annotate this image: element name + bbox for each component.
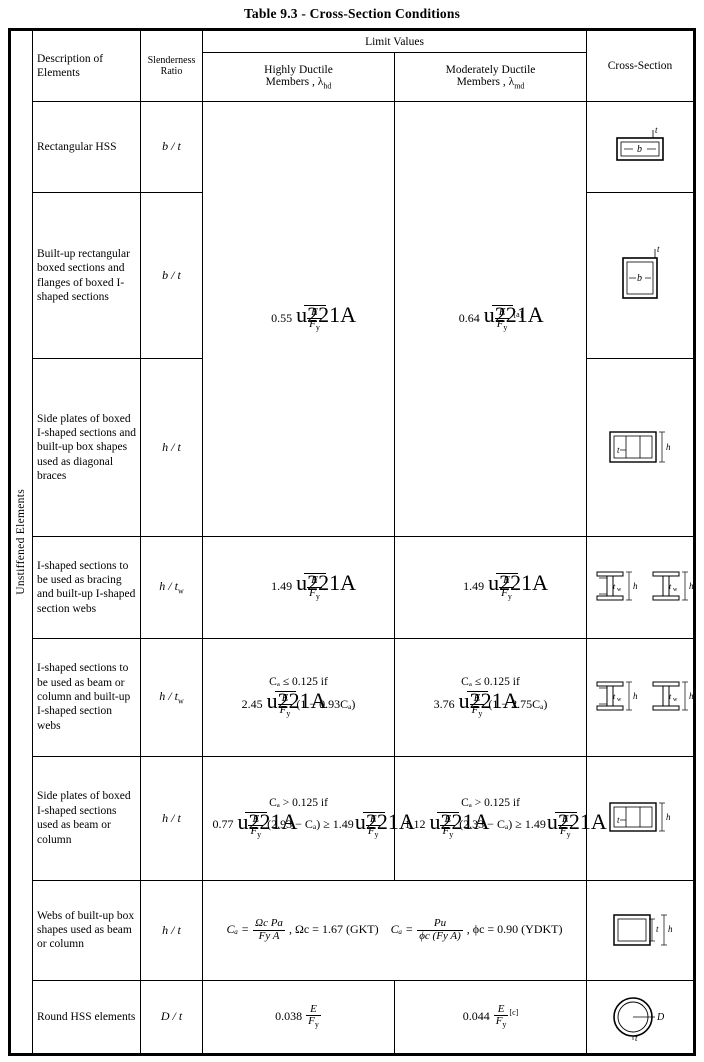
cross-section-round-hss (587, 980, 694, 1053)
svg-text:w: w (673, 697, 678, 704)
boxed-i-shape-icon (600, 420, 680, 476)
md-coefficient: 0.64 (458, 310, 480, 325)
ca-asd-fraction (253, 918, 285, 942)
hd-sub-text: Members , λ (265, 75, 324, 88)
row-slenderness: D / t (141, 980, 203, 1053)
row-description: Side plates of boxed I-shaped sections used as beam or column (33, 756, 141, 880)
side-label: Unstiffened Elements (15, 489, 27, 595)
sqrt-icon (355, 812, 385, 840)
table-row (11, 880, 694, 980)
header-cross-section: Cross-Section (587, 31, 694, 102)
row-description: I-shaped sections to be used as bracing and built-up I-shaped section webs (33, 536, 141, 638)
ca-asd-prefix: Cₐ = (226, 922, 250, 937)
sqrt-denominator: $F_y$ (442, 825, 454, 840)
svg-text:h: h (666, 441, 671, 452)
limit-highly-ductile-row8 (203, 980, 395, 1053)
ca-asd-tail: , Ωc = 1.67 (GKT) (288, 922, 379, 937)
ca-asd-numerator: Ωc Pa (255, 917, 283, 930)
row-slenderness: h / $t_w$ (141, 638, 203, 756)
row-slenderness: h / t (141, 359, 203, 537)
limit-highly-ductile-row6 (203, 756, 395, 880)
header-highly-ductile-line2 (207, 76, 390, 90)
condition-ca-gt: Cₐ > 0.125 if (269, 796, 328, 809)
header-limit-values: Limit Values (203, 31, 587, 53)
sqrt-icon (296, 573, 326, 601)
md-subscript: md (514, 81, 525, 91)
boxed-i-shape-icon (600, 793, 680, 843)
svg-text:b: b (637, 272, 642, 284)
sqrt-icon (237, 812, 267, 840)
svg-text:w: w (617, 587, 622, 594)
md-coefficient: 1.49 (463, 579, 485, 594)
md-mid: (2.33 − Cₐ) ≥ 1.49 (459, 817, 546, 832)
sqrt-numerator: u221A E (307, 307, 322, 320)
header-moderately-ductile-line1: Moderately Ductile (445, 63, 536, 76)
header-moderately-ductile-line2 (399, 76, 582, 90)
ca-lrfd-denominator: ϕc (Fy A) (419, 929, 461, 942)
numerator: E (494, 1004, 509, 1017)
equation-hd-row8 (275, 1002, 322, 1030)
condition-ca-le: Cₐ ≤ 0.125 if (269, 675, 328, 688)
header-slenderness: Slenderness Ratio (141, 31, 203, 102)
table-row (11, 102, 694, 193)
table-row (11, 536, 694, 638)
limit-ca-definitions (203, 880, 587, 980)
row-slenderness: b / t (141, 102, 203, 193)
sqrt-denominator: $F_y$ (250, 825, 262, 840)
limit-moderately-ductile-row6 (395, 756, 587, 880)
sqrt-numerator: u221A E (278, 693, 293, 706)
row-slenderness: h / t (141, 756, 203, 880)
numerator: E (306, 1004, 321, 1017)
box-web-icon (604, 905, 676, 955)
header-highly-ductile (203, 53, 395, 102)
svg-text:h: h (689, 691, 694, 702)
table-row (11, 756, 694, 880)
cross-section-boxed-tall (587, 192, 694, 358)
ca-lrfd-fraction (417, 918, 463, 942)
hd-coefficient: 0.55 (271, 310, 293, 325)
sqrt-icon (488, 573, 518, 601)
table-row (11, 638, 694, 756)
sqrt-icon (429, 812, 459, 840)
sqrt-icon (484, 305, 514, 333)
sqrt-numerator: u221A E (440, 814, 455, 827)
limit-moderately-ductile-row5 (395, 638, 587, 756)
cross-section-boxed-i (587, 359, 694, 537)
equation-md-group1 (458, 305, 523, 333)
table (10, 30, 694, 1054)
limit-moderately-ductile-row8 (395, 980, 587, 1053)
sqrt-icon (296, 305, 326, 333)
row-description: Webs of built-up box shapes used as beam or column (33, 880, 141, 980)
svg-text:t: t (613, 582, 616, 592)
equation-md-row6 (404, 812, 576, 840)
e-over-fy-fraction (494, 1004, 509, 1030)
svg-text:t: t (655, 124, 658, 135)
sqrt-denominator: $F_y$ (559, 825, 571, 840)
denominator: $F_y$ (308, 1015, 319, 1030)
hd-coefficient: 2.45 (241, 696, 263, 711)
cross-section-i-pair-1 (587, 536, 694, 638)
sqrt-denominator: $F_y$ (471, 704, 483, 719)
round-hss-icon (605, 992, 675, 1042)
row-description: I-shaped sections to be used as beam or column and built-up I-shaped section webs (33, 638, 141, 756)
table-row (11, 980, 694, 1053)
sqrt-icon (267, 691, 297, 719)
sqrt-numerator: u221A E (558, 814, 573, 827)
limit-highly-ductile-row4 (203, 536, 395, 638)
sqrt-numerator: u221A E (495, 307, 510, 320)
side-label-cell (11, 31, 33, 1054)
footnote-marker: [a] (513, 309, 523, 319)
ca-lrfd-prefix: Cₐ = (390, 922, 414, 937)
svg-text:t: t (669, 692, 672, 702)
limit-moderately-ductile-row4 (395, 536, 587, 638)
svg-text:t: t (617, 815, 620, 826)
equation-md-row4 (463, 574, 518, 602)
row-slenderness: h / t (141, 880, 203, 980)
svg-text:t: t (635, 1032, 638, 1042)
page-title: Table 9.3 - Cross-Section Conditions (243, 6, 461, 21)
sqrt-denominator: $F_y$ (501, 586, 512, 602)
ca-lrfd-numerator: Pu (417, 918, 463, 931)
svg-text:t: t (669, 582, 672, 592)
md-tail: (1 − 2.75Cₐ) (488, 696, 548, 711)
sqrt-numerator: u221A E (248, 814, 263, 827)
row-description: Built-up rectangular boxed sections and flanges of boxed I-shaped sections (33, 192, 141, 358)
rect-hss-icon (607, 124, 673, 170)
sqrt-numerator: u221A E (499, 575, 514, 588)
sqrt-denominator: $F_y$ (309, 318, 320, 333)
cross-section-conditions-table (8, 28, 696, 1056)
condition-ca-le: Cₐ ≤ 0.125 if (461, 675, 520, 688)
md-sub-text: Members , λ (456, 75, 515, 88)
footnote-marker: [c] (509, 1007, 519, 1017)
equation-ca-asd (226, 917, 382, 942)
limit-moderately-ductile-group1 (395, 102, 587, 537)
denominator: $F_y$ (495, 1015, 507, 1030)
sqrt-denominator: $F_y$ (496, 318, 508, 333)
ca-asd-denominator: Fy A (258, 929, 280, 942)
md-coefficient: 0.044 (462, 1008, 490, 1023)
hd-subscript: hd (323, 81, 332, 91)
table-header-row-1 (11, 31, 694, 53)
row-description: Round HSS elements (33, 980, 141, 1053)
i-shape-pair-icon (591, 562, 699, 612)
equation-hd-group1 (271, 305, 326, 333)
svg-text:h: h (668, 924, 673, 935)
cross-section-box-web (587, 880, 694, 980)
hd-coefficient: 1.49 (271, 579, 293, 594)
svg-text:h: h (666, 812, 671, 823)
row-slenderness: b / t (141, 192, 203, 358)
ca-lrfd-tail: , ϕc = 0.90 (YDKT) (466, 922, 563, 937)
e-over-fy-fraction (306, 1004, 321, 1030)
equation-md-row5 (433, 691, 548, 719)
header-description: Description of Elements (33, 31, 141, 102)
equation-hd-row6 (212, 812, 384, 840)
row-description: Side plates of boxed I-shaped sections and built-up box shapes used as diagonal braces (33, 359, 141, 537)
hd-coefficient: 0.038 (275, 1008, 303, 1023)
svg-text:D: D (657, 1011, 665, 1023)
sqrt-numerator: u221A E (307, 575, 322, 588)
equation-md-row8 (462, 1002, 519, 1030)
limit-highly-ductile-group1 (203, 102, 395, 537)
hd-mid: (2.93 − Cₐ) ≥ 1.49 (267, 817, 354, 832)
svg-text:t: t (656, 924, 659, 935)
sqrt-denominator: $F_y$ (367, 825, 379, 840)
sqrt-denominator: $F_y$ (279, 704, 291, 719)
svg-text:t: t (657, 243, 660, 254)
md-coefficient: 3.76 (433, 696, 455, 711)
cross-section-i-pair-2 (587, 638, 694, 756)
sqrt-icon (459, 691, 489, 719)
limit-highly-ductile-row5 (203, 638, 395, 756)
md-coefficient: 1.12 (404, 817, 426, 832)
svg-text:w: w (617, 697, 622, 704)
svg-text:h: h (633, 691, 638, 702)
svg-text:t: t (617, 444, 620, 455)
svg-text:t: t (613, 692, 616, 702)
row-slenderness: h / $t_w$ (141, 536, 203, 638)
boxed-section-icon (607, 241, 673, 311)
equation-hd-row5 (241, 691, 356, 719)
i-shape-pair-icon (591, 672, 699, 722)
hd-tail: (1 − 0.93Cₐ) (296, 696, 356, 711)
svg-text:w: w (673, 587, 678, 594)
hd-coefficient: 0.77 (212, 817, 234, 832)
equation-ca-lrfd (390, 917, 563, 942)
svg-text:h: h (633, 581, 638, 592)
header-highly-ductile-line1: Highly Ductile (264, 63, 333, 76)
header-moderately-ductile (395, 53, 587, 102)
equation-hd-row4 (271, 574, 326, 602)
svg-text:b: b (637, 143, 642, 155)
condition-ca-gt: Cₐ > 0.125 if (461, 796, 520, 809)
sqrt-denominator: $F_y$ (309, 586, 320, 602)
sqrt-icon (547, 812, 577, 840)
svg-text:h: h (689, 581, 694, 592)
cross-section-rect-hss (587, 102, 694, 193)
sqrt-numerator: u221A E (470, 693, 485, 706)
row-description: Rectangular HSS (33, 102, 141, 193)
sqrt-numerator: u221A E (366, 814, 381, 827)
